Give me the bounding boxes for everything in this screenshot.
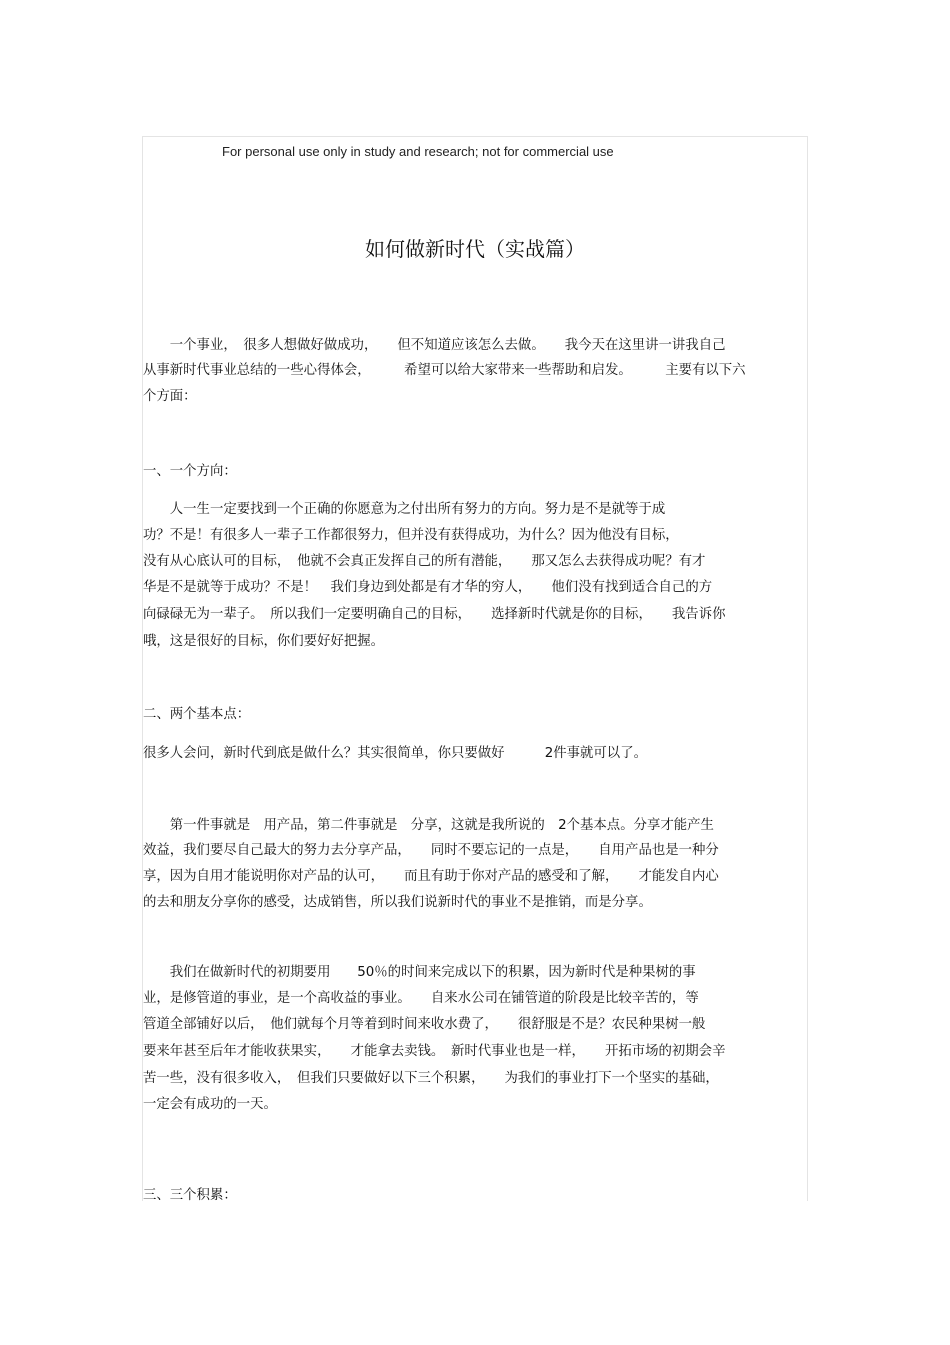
intro-line: 个方面： [143, 389, 197, 404]
section2-para2-line: 一定会有成功的一天。 [143, 1097, 277, 1112]
section1-line: 向碌碌无为一辈子。 所以我们一定要明确自己的目标， 选择新时代就是你的目标， 我告诉你 [143, 607, 726, 622]
section2-para2-line: 业，是修管道的事业，是一个高收益的事业。 自来水公司在铺管道的阶段是比较辛苦的，等 [143, 991, 699, 1006]
section2-question: 很多人会问，新时代到底是做什么？其实很简单，你只要做好 2件事就可以了。 [143, 746, 647, 761]
section1-line: 人一生一定要找到一个正确的你愿意为之付出所有努力的方向。努力是不是就等于成 [143, 502, 666, 517]
section2-para1-line: 第一件事就是 用产品，第二件事就是 分享，这就是我所说的 2个基本点。分享才能产生 [143, 818, 714, 833]
section2-para2-line: 管道全部铺好以后， 他们就每个月等着到时间来收水费了， 很舒服是不是？农民种果树一般 [143, 1017, 706, 1032]
section2-para2-line: 苦一些，没有很多收入， 但我们只要做好以下三个积累， 为我们的事业打下一个坚实的基础， [143, 1071, 719, 1086]
section2-para1-line: 的去和朋友分享你的感受，达成销售，所以我们说新时代的事业不是推销，而是分享。 [143, 895, 652, 910]
header-note: For personal use only in study and research; not for commercial use [222, 144, 614, 159]
document-title: 如何做新时代（实战篇） [365, 237, 585, 261]
section2-heading: 二、两个基本点： [143, 707, 251, 722]
section2-para1-line: 效益，我们要尽自己最大的努力去分享产品， 同时不要忘记的一点是， 自用产品也是一种分 [143, 843, 719, 858]
section1-line: 没有从心底认可的目标， 他就不会真正发挥自己的所有潜能， 那又怎么去获得成功呢？有才 [143, 554, 706, 569]
section2-para2-line: 要来年甚至后年才能收获果实， 才能拿去卖钱。 新时代事业也是一样， 开拓市场的初期会辛 [143, 1044, 726, 1059]
section1-line: 哦，这是很好的目标，你们要好好把握。 [143, 634, 385, 649]
section1-heading: 一、一个方向： [143, 464, 237, 479]
section3-heading: 三、三个积累： [143, 1188, 237, 1203]
intro-line: 从事新时代事业总结的一些心得体会， 希望可以给大家带来一些帮助和启发。 主要有以下六 [143, 363, 746, 378]
intro-line: 一个事业， 很多人想做好做成功， 但不知道应该怎么去做。 我今天在这里讲一讲我自己 [143, 338, 726, 353]
section2-para2-line: 我们在做新时代的初期要用 50％的时间来完成以下的积累，因为新时代是种果树的事 [143, 965, 696, 980]
section2-para1-line: 享，因为自用才能说明你对产品的认可， 而且有助于你对产品的感受和了解， 才能发自内心 [143, 869, 719, 884]
section1-line: 华是不是就等于成功？不是！ 我们身边到处都是有才华的穷人， 他们没有找到适合自己的方 [143, 580, 713, 595]
page-frame [142, 136, 808, 1201]
section1-line: 功？不是！有很多人一辈子工作都很努力，但并没有获得成功，为什么？因为他没有目标， [143, 528, 679, 543]
